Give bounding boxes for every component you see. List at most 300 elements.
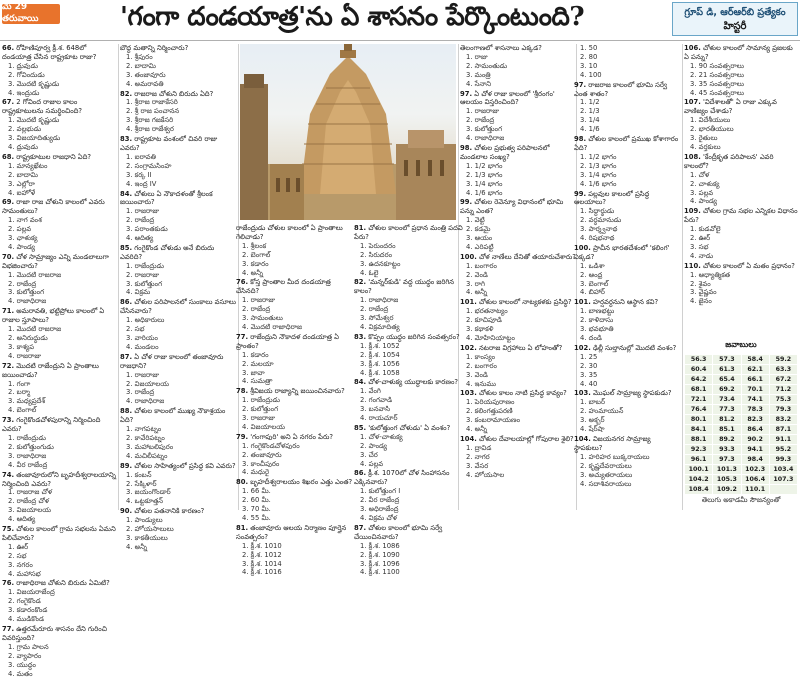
- answer-option: 2. మలయా: [242, 359, 274, 368]
- answer-option: 4. వీర రాజేంద్ర: [8, 460, 48, 469]
- answer-cell: 89.2: [713, 435, 741, 445]
- question-stem: హర్షవర్ధనుని ఆస్థాన కవి?: [592, 298, 659, 307]
- answer-cell: 108.4: [685, 485, 713, 495]
- answer-option: 4. రాజాధిరాజ: [466, 134, 505, 143]
- question-text: [2, 98, 117, 116]
- question-number: 100.: [460, 252, 477, 261]
- question-number: 75.: [2, 525, 15, 534]
- answer-option: 1. రాజరాజు: [242, 296, 275, 305]
- answer-option: 4. 55 మీ.: [242, 514, 271, 522]
- question-item: [2, 253, 117, 306]
- question-text: [574, 298, 680, 307]
- question-number: 86.: [120, 298, 133, 307]
- question-number: 83.: [120, 135, 133, 144]
- answer-option: 4. సేనాని: [466, 79, 492, 88]
- question-stem: ఏ చోళ రాజు కాలంలో 'శ్రీరంగం' ఆలయం విస్తరించింది?: [460, 89, 555, 107]
- answer-option: 3. విజయాలయ: [8, 506, 51, 515]
- answer-cell: 93.3: [713, 445, 741, 455]
- answer-option: 2. 80: [580, 52, 598, 61]
- answer-option: 1. 1/2 భాగం: [466, 161, 503, 170]
- answer-option: 2. రాజేంద్ర: [360, 305, 389, 314]
- answer-option: 2. రాజేంద్ర: [126, 216, 155, 225]
- header-divider: [0, 40, 800, 41]
- question-stem: రాజేంద్రుడు చోళుల కాలంలో ఏ ప్రాంతాలు గెలిచాడు?: [236, 224, 343, 241]
- answer-option: 1. క్రీ.శ. 1086: [360, 541, 400, 550]
- section-title: హిస్టరీ: [723, 21, 747, 32]
- question-stem: చోళుల పతనానికి కారణం?: [134, 507, 205, 516]
- answer-row: [685, 365, 798, 375]
- answer-option: 1. 50: [580, 44, 598, 52]
- answer-option: 4. ఓలై: [360, 268, 379, 277]
- answer-cell: 64.2: [685, 375, 713, 385]
- answer-option: 1. వెట్టి: [466, 216, 485, 225]
- answer-option: 4. మహాసభ: [8, 569, 41, 578]
- question-item: [460, 344, 576, 389]
- answer-option: 1. శ్రీపురం: [126, 52, 153, 61]
- answer-option: 1. నాగపట్నం: [126, 425, 162, 434]
- question-item: [120, 298, 238, 351]
- answer-option: 1. శ్రీలంక: [242, 241, 267, 250]
- section-subtitle: గ్రూప్ డి, ఆర్ఆర్‌బి ప్రత్యేకం: [684, 7, 786, 18]
- question-text: [684, 262, 798, 271]
- answer-option: 2. చాళుక్య: [690, 179, 720, 188]
- question-number: 103.: [574, 389, 591, 398]
- question-text: [120, 244, 238, 262]
- answer-row: [685, 415, 798, 425]
- answer-option: 2. కలింగత్తుపరణి: [466, 407, 513, 416]
- answer-cell: 95.2: [769, 445, 797, 455]
- answer-cell: 78.3: [741, 405, 769, 415]
- answer-option: 3. రైతులు: [690, 134, 718, 143]
- question-item: [574, 244, 680, 297]
- question-number: 85.: [354, 423, 367, 432]
- question-stem: రాజా రాజ చోళుని కాలంలో ఎవరు సామంతులు?: [2, 198, 105, 216]
- question-column-1: [2, 44, 117, 678]
- answer-option: 4. దండి: [580, 334, 602, 342]
- question-number: 77.: [236, 332, 249, 341]
- question-number: 67.: [2, 98, 15, 107]
- question-text: [2, 471, 117, 489]
- question-stem: ప్రాచీన భారతదేశంలో 'కలింగ' ఎక్కడ?: [574, 243, 670, 261]
- answer-option: 3. కులోత్తుంగ: [8, 288, 45, 297]
- answer-row: [685, 485, 798, 495]
- answer-cell: 98.4: [741, 455, 769, 465]
- answer-option: 2. కావేరిపట్నం: [126, 433, 165, 442]
- question-number: 81.: [354, 224, 367, 232]
- answer-option: 3. తంజావూరు: [126, 70, 166, 79]
- question-number: 87.: [120, 352, 133, 361]
- answer-option: 4. సుమత్రా: [242, 377, 273, 386]
- question-stem: గంగైకొండ చోళుడు అనే బిరుదు ఎవరిది?: [120, 243, 215, 261]
- answer-option: 2. రాజేంద్ర చోళ: [8, 497, 50, 506]
- question-text: [2, 625, 117, 643]
- question-item: [120, 407, 238, 460]
- question-number: 104.: [574, 434, 591, 443]
- question-item: [2, 307, 117, 360]
- question-item: [236, 387, 356, 432]
- answer-option: 4. విక్రమాదిత్య: [360, 322, 400, 331]
- answer-option: 4. అన్నీ: [466, 425, 488, 434]
- question-text: [460, 198, 576, 216]
- question-number: 84.: [354, 378, 367, 387]
- answer-option: 1. ఊర్: [8, 542, 29, 551]
- answer-cell: 101.3: [713, 465, 741, 475]
- question-number: 99.: [460, 198, 473, 207]
- answer-option: 2. హుమాయున్: [580, 407, 624, 416]
- question-stem: చోళుల కాలం నాటి ప్రసిద్ధ కావ్యం?: [478, 389, 567, 398]
- answer-option: 1. గంగా: [8, 379, 31, 388]
- answer-option: 3. కర్క II: [126, 170, 152, 179]
- answer-option: 1. కుడవోలై: [690, 225, 721, 234]
- question-text: [354, 333, 472, 342]
- question-stem: గంగైకొండచోళపురాన్ని నిర్మించింది ఎవరు?: [2, 416, 101, 434]
- answer-option: 1. కులోత్తుంగ I: [360, 487, 401, 496]
- question-item: [684, 262, 798, 307]
- question-item: [684, 44, 798, 97]
- question-text: [236, 333, 356, 351]
- answer-option: 4. పాండ్య: [690, 197, 718, 206]
- question-text: [574, 389, 680, 398]
- answer-option: 1. ఆధ్యాత్మికత: [690, 270, 731, 279]
- answer-option: 3. రాగి: [466, 279, 485, 288]
- answer-option: 1. వేంగి: [360, 387, 381, 396]
- answer-option: 3. పరాంతకుడు: [126, 225, 168, 234]
- question-item: [2, 362, 117, 415]
- answer-option: 4. 45 సంవత్సరాలు: [690, 88, 744, 97]
- answer-cell: 65.4: [713, 375, 741, 385]
- question-item: [684, 98, 798, 151]
- answer-option: 4. ముడికొండ: [8, 615, 44, 624]
- answer-option: 2. సంగ్రామసింహ: [126, 161, 172, 170]
- answer-option: 2. బాదామి: [8, 170, 38, 179]
- question-item: [574, 435, 680, 488]
- question-stem: చోళులు ఏ నౌకాదళంతో శ్రీలంక జయించారు?: [120, 189, 213, 207]
- question-item: [684, 153, 798, 206]
- answer-option: 3. 70 మీ.: [242, 505, 271, 514]
- question-stem: ఢిల్లీ సుల్తానుల్లో మొదటి వంశం?: [592, 343, 677, 352]
- question-stem: 'కేంద్రీకృత పరిపాలన' ఎవరి కాలంలో?: [684, 152, 774, 170]
- question-stem: చోళుల కాలంలో భూమి సర్వే చేయించినవారు?: [354, 523, 443, 541]
- question-stem: కొప్పం యుద్ధం జరిగిన సంవత్సరం?: [368, 332, 460, 341]
- question-item: [236, 478, 356, 523]
- answer-cell: 91.1: [769, 435, 797, 445]
- question-column-2: [120, 44, 238, 551]
- question-text: [354, 469, 472, 487]
- answer-option: 1. కాంస్యం: [466, 352, 496, 361]
- answer-option: 1. మొదటి రాజరాజ: [8, 325, 62, 334]
- question-text: [120, 44, 238, 53]
- answer-option: 4. 100: [580, 70, 602, 79]
- question-stem: రాజరాజ చోళుని బిరుదు ఏది?: [134, 89, 214, 98]
- answer-cell: 102.3: [741, 465, 769, 475]
- answer-option: 2. సభ: [126, 325, 145, 334]
- question-number: 73.: [2, 416, 15, 425]
- question-text: [574, 81, 680, 99]
- answer-cell: 109.2: [713, 485, 741, 495]
- answer-option: 3. 1/4 భాగం: [466, 179, 503, 188]
- answer-option: 4. వర్తకులు: [690, 142, 721, 151]
- answer-option: 3. విజయాదిత్యుడు: [8, 134, 61, 143]
- question-stem: పల్లవుల కాలంలో ప్రసిద్ధ ఆలయాలు?: [574, 189, 650, 207]
- answer-option: 2. 21 సంవత్సరాలు: [690, 70, 744, 79]
- answer-option: 3. మొదటి కృష్ణుడు: [8, 79, 60, 88]
- question-text: [120, 507, 238, 516]
- answer-option: 1. రాజరాజు: [126, 370, 159, 379]
- question-text: [354, 224, 472, 242]
- answer-cell: 87.1: [769, 425, 797, 435]
- question-stem: తెలంగాణలో శాసనాలు ఎక్కడ?: [460, 44, 542, 52]
- answer-option: 3. కంబరామాయణం: [466, 416, 521, 425]
- answer-cell: 84.1: [685, 425, 713, 435]
- question-item: [2, 525, 117, 578]
- answer-option: 1. హరిహర బుక్కరాయలు: [580, 452, 650, 461]
- question-item: [460, 144, 576, 197]
- question-stem: చోళుల పరిపాలనలో సుంకాలు వసూలు చేసినవారు?: [120, 298, 236, 316]
- answer-option: 3. నగరం: [8, 560, 33, 569]
- answer-option: 1. రాజరాజ చోళ: [8, 488, 53, 497]
- question-stem: 'గంగాపురి' అని ఏ నగరం పేరు?: [250, 432, 333, 441]
- answer-option: 2. బెంగాల్: [242, 250, 271, 259]
- answer-option: 2. ఊర్: [690, 234, 711, 243]
- answer-option: 4. నాడు: [690, 251, 714, 260]
- credit-footer: తెలుగు అకాడమీ సౌజన్యంతో: [701, 496, 781, 504]
- answer-option: 3. కాంచీపురం: [242, 459, 280, 468]
- answer-option: 1. 1/2 భాగం: [580, 152, 617, 161]
- question-text: [2, 416, 117, 434]
- answer-option: 1. క్రీ.శ. 1010: [242, 541, 282, 550]
- answer-option: 1. 66 మీ.: [242, 487, 271, 496]
- answer-cell: 90.2: [741, 435, 769, 445]
- question-stem: రోహిణిపూర్వ క్రీ.శ. 648లో దండయాత్ర చేసిన రాష్ట్రకూట రాజు?: [2, 44, 97, 61]
- question-number: 86.: [354, 469, 367, 478]
- question-item: [354, 278, 472, 331]
- question-stem: చోళుల కాలంలో ప్రధాన మంత్రి పదవి పేరు?: [354, 224, 463, 241]
- answer-option: 3. రాజరాజు: [242, 414, 275, 423]
- question-stem: రాజాధిరాజ చోళుని బిరుదు ఏమిటి?: [16, 579, 110, 588]
- answer-option: 4. రిషభనాథ: [580, 234, 615, 243]
- question-text: [574, 135, 680, 153]
- answer-row: [685, 355, 798, 365]
- answer-option: 3. వారియం: [126, 334, 158, 342]
- answer-cell: 63.3: [769, 365, 797, 375]
- question-stem: చోళుల గ్రామ సభల ఎన్నికల విధానం పేరు?: [684, 207, 798, 225]
- answer-option: 3. మహాబలిపురం: [126, 442, 174, 451]
- answer-option: 3. మధ్యప్రదేశ్: [8, 397, 46, 406]
- answer-option: 3. అధిరాజేంద్ర: [360, 505, 399, 514]
- question-stem: బృహదీశ్వరాలయం శిఖరం ఎత్తు ఎంత?: [250, 478, 353, 487]
- answer-option: 1. చోళ: [690, 170, 710, 179]
- question-number: 84.: [120, 189, 133, 198]
- answer-cell: 69.2: [713, 385, 741, 395]
- answer-option: 2. సభ: [8, 551, 27, 560]
- answer-option: 2. బంగారం: [466, 361, 497, 370]
- question-number: 106.: [684, 44, 701, 52]
- question-item: [460, 389, 576, 434]
- question-item: [2, 579, 117, 624]
- answer-option: 3. సామంతులు: [242, 314, 283, 323]
- answer-option: 4. రాజరాజు: [8, 351, 41, 360]
- question-stem: చోళ-చాళుక్య యుద్ధాలకు కారణం?: [368, 378, 459, 387]
- answer-option: 1. చోళ-చాళుక్య: [360, 432, 403, 441]
- question-number: 101.: [574, 298, 591, 307]
- answer-option: 1. 90 సంవత్సరాలు: [690, 61, 744, 70]
- answer-option: 2. శ్రీ రాజ పంచానన: [126, 107, 180, 116]
- answer-cell: 97.3: [713, 455, 741, 465]
- answer-option: 4. మొదటి రాజాధిరాజ: [242, 322, 303, 331]
- answer-option: 4. రాజాధిరాజ: [126, 397, 165, 406]
- answer-option: 4. రాజాధిరాజ: [8, 297, 47, 306]
- answer-option: 2. ఆంధ్ర: [580, 270, 603, 279]
- answer-option: 2. నాగర: [466, 452, 490, 461]
- question-column-5: [460, 44, 576, 510]
- question-text: [460, 253, 576, 262]
- question-stem: తంజావూరు ఆలయ నిర్మాణం పూర్తైన సంవత్సరం?: [236, 523, 347, 541]
- answer-option: 3. వెండి: [466, 370, 488, 379]
- answer-option: 4. రాయచూర్: [360, 414, 398, 423]
- question-column-6: [574, 44, 680, 510]
- answer-option: 3. ఆయం: [466, 234, 493, 243]
- answer-row: [685, 425, 798, 435]
- answer-cell: 106.4: [741, 475, 769, 485]
- answer-option: 2. రాజేంద్ర: [8, 279, 37, 288]
- answer-option: 1. రాజు: [466, 52, 488, 61]
- answer-option: 4. విజయాలయ: [242, 422, 285, 431]
- answer-option: 2. కులోత్తుంగ: [242, 405, 279, 414]
- answer-option: 4. ఆదిత్య: [8, 515, 36, 524]
- answer-cell: 103.4: [769, 465, 797, 475]
- answer-option: 3. ఉదనకూట్టం: [360, 259, 401, 268]
- question-stem: చోళ నాణేలు దేనితో తయారుచేశారు?: [478, 252, 576, 261]
- question-stem: రాజరాజ కాలంలో భూమి సర్వే ఎంత శాతం?: [574, 80, 668, 98]
- answer-option: 4. ఐహోళే: [8, 188, 36, 197]
- answer-option: 3. కాశ్యప: [8, 342, 35, 351]
- answer-option: 3. 1/4 భాగం: [580, 170, 617, 179]
- answer-option: 4. క్రీ.శ. 1058: [360, 368, 400, 377]
- answer-option: 1. మొదటి కృష్ణుడు: [8, 116, 60, 125]
- question-item: [236, 224, 356, 277]
- question-number: 109.: [684, 207, 701, 216]
- question-text: [236, 433, 356, 442]
- question-stem: శ్రీవిజయ రాజ్యాన్ని జయించినవారు?: [250, 387, 345, 396]
- question-number: 66.: [2, 44, 15, 52]
- answer-option: 2. వర్ధమానుడు: [580, 216, 622, 225]
- answer-option: 3. యుద్ధం: [8, 660, 36, 669]
- question-item: [120, 353, 238, 406]
- question-number: 83.: [354, 332, 367, 341]
- answer-table: [684, 354, 798, 495]
- answer-option: 3. కడారంకొండ: [8, 606, 48, 615]
- question-text: [574, 344, 680, 353]
- question-number: 77.: [2, 625, 15, 633]
- question-text: [236, 224, 356, 242]
- question-item: [460, 435, 576, 480]
- question-text: [354, 424, 472, 433]
- question-stem: మొఘల్ సామ్రాజ్య స్థాపకుడు?: [592, 389, 672, 398]
- answer-option: 2. బర్మా: [8, 388, 30, 397]
- question-item: [354, 378, 472, 423]
- question-item: [236, 433, 356, 478]
- answer-cell: 73.4: [713, 395, 741, 405]
- answer-option: 3. సోమేశ్వర: [360, 314, 394, 323]
- question-number: 82.: [120, 89, 133, 98]
- question-text: [2, 307, 117, 325]
- answer-cell: 110.1: [741, 485, 769, 495]
- question-number: 69.: [2, 198, 15, 207]
- answer-option: 4. విక్రమ: [126, 288, 151, 297]
- question-column-7: [684, 44, 798, 332]
- question-number: 71.: [2, 307, 15, 316]
- temple-photo: [240, 44, 456, 220]
- question-item: [236, 333, 356, 386]
- page-headline: 'గంగా దండయాత్ర'ను ఏ శాసనం పేర్కొంటుంది?: [120, 2, 585, 32]
- question-text: [460, 435, 576, 444]
- answer-option: 2. కాళిదాసు: [580, 316, 614, 325]
- answer-option: 4. 1/6: [580, 125, 600, 134]
- answer-cell: 86.4: [741, 425, 769, 435]
- question-stem: అమరావతి, భట్టిప్రోలు కాలంలో ఏ రాజుల స్తూపాలు?: [2, 307, 105, 325]
- answer-option: 2. హోయసాలులు: [126, 525, 174, 534]
- answer-option: 2. గంగైకొండ: [8, 597, 41, 606]
- answer-option: 1. రాజేంద్రుడు: [8, 433, 46, 442]
- answer-option: 3. పార్శ్వనాథ: [580, 225, 618, 234]
- answer-row: [685, 385, 798, 395]
- answer-option: 4. 1/6 భాగం: [466, 188, 503, 197]
- answer-row: [685, 465, 798, 475]
- answer-option: 1. ఐరావతి: [126, 152, 156, 161]
- question-text: [574, 244, 680, 262]
- question-stem: చోళుల కాలంలో ప్రముఖ కోశాగారం ఏది?: [574, 135, 679, 152]
- answer-option: 3. అచ్యుతరాయలు: [580, 470, 633, 479]
- answer-row: [685, 475, 798, 485]
- answer-option: 3. మంత్రి: [466, 70, 491, 79]
- answer-option: 1. పాండ్యులు: [126, 516, 163, 525]
- question-item: [354, 224, 472, 277]
- question-text: [460, 44, 576, 53]
- answer-option: 1. కంబన్: [126, 470, 152, 479]
- answer-option: 4. 40: [580, 379, 598, 388]
- question-number: 90.: [120, 507, 133, 516]
- question-stem: చోళుల కాలంలో ఏ మతం ప్రధానం?: [702, 261, 795, 270]
- question-text: [236, 478, 356, 487]
- answer-option: 2. బాదామి: [126, 61, 156, 70]
- question-stem: మొదటి రాజేంద్రుని ఏ ప్రాంతాలు జయించాడు?: [2, 361, 99, 379]
- question-stem: రాజేంద్రుని నౌకాదళ దండయాత్ర ఏ ప్రాంతం?: [236, 332, 340, 350]
- answer-cell: 99.3: [769, 455, 797, 465]
- answer-option: 3. కాకతీయులు: [126, 533, 168, 542]
- answer-option: 4. మచిలీపట్నం: [126, 451, 168, 460]
- question-text: [354, 524, 472, 542]
- question-text: [120, 353, 238, 371]
- answer-option: 4. అన్నీ: [466, 288, 488, 297]
- answer-option: 3. జావా: [242, 368, 265, 377]
- answer-option: 2. సామంతుడు: [466, 61, 508, 70]
- answer-cell: 75.3: [769, 395, 797, 405]
- answer-option: 3. ఛాళుక్య: [8, 234, 38, 243]
- answer-option: 4. షేర్‌షా: [580, 425, 605, 434]
- answer-option: 2. 1/3 భాగం: [466, 170, 503, 179]
- question-item: [120, 190, 238, 243]
- question-number: 100.: [574, 243, 591, 252]
- question-text: [574, 190, 680, 208]
- question-number: 88.: [120, 407, 133, 416]
- question-number: 99.: [574, 189, 587, 198]
- question-number: 78.: [236, 387, 249, 396]
- question-stem: చోళుల కాలంలో ముఖ్య నౌకాశ్రయం ఏది?: [120, 407, 226, 425]
- answer-option: 2. 30: [580, 361, 598, 370]
- question-item: [684, 207, 798, 260]
- question-item: [574, 44, 680, 80]
- answer-option: 2. కూచిపూడి: [466, 316, 502, 325]
